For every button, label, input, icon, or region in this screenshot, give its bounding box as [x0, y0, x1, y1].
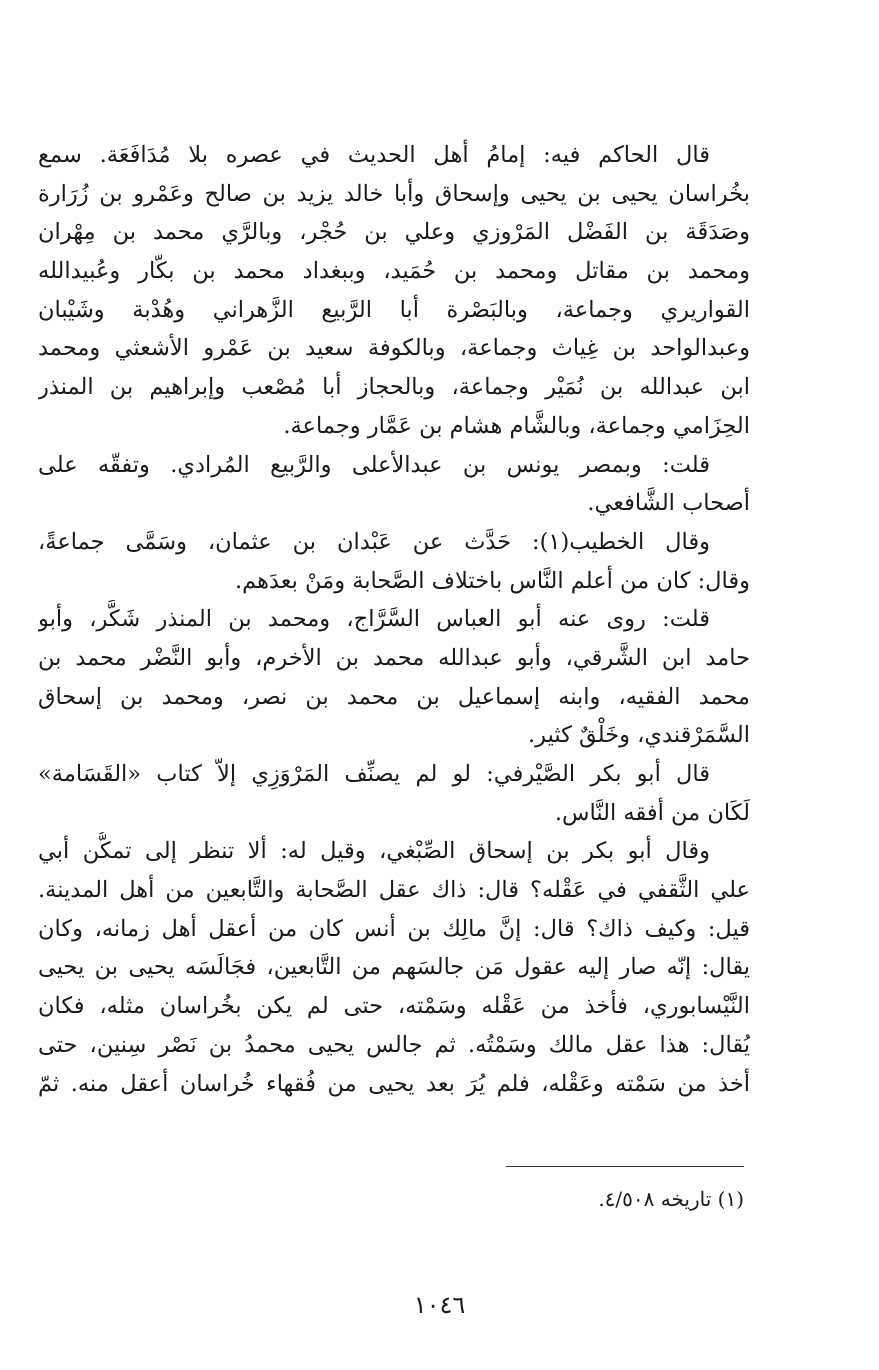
footnote: (١) تاريخه ٤/٥٠٨. — [598, 1187, 744, 1211]
text-line: قيل: وكيف ذاك؟ قال: إنَّ مالِك بن أنس كان من أعقل أهل زمانه، وكان — [38, 915, 750, 942]
text-line: ابن عبدالله بن نُمَيْر وجماعة، وبالحجاز أبا مُصْعب وإبراهيم بن المنذر — [38, 374, 750, 401]
text-line: وقال: كان من أعلم النَّاس باختلاف الصَّحابة ومَنْ بعدَهم. — [234, 567, 750, 594]
text-line: وقال أبو بكر بن إسحاق الصِّبْغي، وقيل له: ألا تنظر إلى تمكُّن أبي — [38, 838, 710, 865]
text-line: الحِزَامي وجماعة، وبالشَّام هشام بن عَمَّار وجماعة. — [283, 412, 750, 439]
text-line: وعبدالواحد بن غِياث وجماعة، وبالكوفة سعيد بن عَمْرو الأشعثي ومحمد — [38, 335, 750, 362]
page-number: ١٠٤٦ — [413, 1291, 466, 1319]
text-line: علي الثَّقفي في عَقْله؟ قال: ذاك عقل الصَّحابة والتَّابعين من أهل المدينة. — [38, 877, 750, 904]
footnote-separator — [506, 1166, 744, 1167]
text-line: يقال: إنّه صار إليه عقول مَن جالسَهم من التَّابعين، فجَالَسَه يحيى بن يحيى — [38, 954, 750, 981]
text-line: قلت: روى عنه أبو العباس السَّرَّاج، ومحمد بن المنذر شَكَّر، وأبو — [38, 606, 710, 633]
text-line: أخذ من سَمْته وعَقْله، فلم يُرَ بعد يحيى من فُقهاء خُراسان أعقل منه. ثمّ — [38, 1070, 750, 1097]
text-line: القواريري وجماعة، وبالبَصْرة أبا الرَّبيع الزَّهراني وهُدْبة وشَيْبان — [38, 296, 750, 323]
text-line: يُقال: هذا عقل مالك وسَمْتُه. ثم جالس يحيى محمدُ بن نَصْر سِنين، حتى — [38, 1031, 750, 1058]
text-line: محمد الفقيه، وابنه إسماعيل بن محمد بن نصر، ومحمد بن إسحاق — [38, 683, 750, 710]
main-text — [38, 136, 750, 1103]
text-line: قال الحاكم فيه: إمامُ أهل الحديث في عصره بلا مُدَافَعَة. سمع — [38, 142, 710, 168]
text-line: النَّيْسابوري، فأخذ من عَقْله وسَمْته، حتى لم يكن بخُراسان مثله، فكان — [38, 993, 750, 1020]
text-line: وقال الخطيب(١): حَدَّث عن عَبْدان بن عثمان، وسَمَّى جماعةً، — [38, 528, 710, 555]
text-line: وصَدَقَة بن الفَضْل المَرْوزي وعلي بن حُجْر، وبالرَّي محمد بن مِهْران — [38, 219, 750, 246]
text-line: قلت: وبمصر يونس بن عبدالأعلى والرَّبيع المُرادي. وتفقّه على — [38, 451, 710, 478]
text-line: السَّمَرْقندي، وخَلْقٌ كثير. — [528, 722, 750, 749]
text-line: قال أبو بكر الصَّيْرفي: لو لم يصنِّف المَرْوَزِي إلاّ كتاب «القَسَامة» — [38, 761, 710, 787]
text-line: ومحمد بن مقاتل ومحمد بن حُمَيد، وببغداد محمد بن بكّار وعُبيدالله — [38, 258, 750, 285]
text-line: أصحاب الشَّافعي. — [587, 490, 750, 517]
text-line: حامد ابن الشَّرقي، وأبو عبدالله محمد بن الأخرم، وأبو النَّضْر محمد بن — [38, 644, 750, 671]
text-line: لَكَان من أفقه النَّاس. — [554, 799, 750, 826]
text-line: بخُراسان يحيى بن يحيى وإسحاق وأبا خالد يزيد بن صالح وعَمْرو بن زُرَارة — [38, 180, 750, 207]
